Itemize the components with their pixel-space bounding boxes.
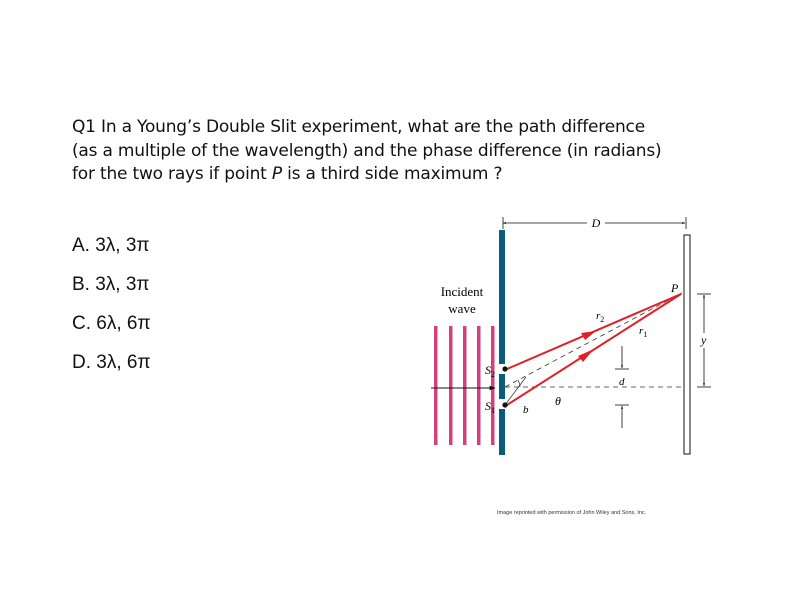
ray-r1: [507, 294, 681, 405]
barrier-top: [499, 230, 505, 364]
option-a[interactable]: A. 3λ, 3π: [72, 235, 150, 256]
ray-r1-arrowhead: [578, 349, 594, 362]
wavefront-line: [463, 326, 467, 445]
slit-s2-dot: [502, 366, 507, 371]
option-d[interactable]: D. 3λ, 6π: [72, 352, 151, 373]
r1-label: $r_1$: [639, 325, 648, 339]
question-line-2: (as a multiple of the wavelength) and the phase difference (in radians): [72, 140, 662, 161]
y-label: y: [701, 333, 707, 347]
slit-s1-label: $S_1$: [485, 399, 495, 415]
question-line-3-start: for the two rays if point: [72, 164, 272, 184]
question-text: [72, 116, 722, 187]
r2-label: $r_2$: [596, 310, 605, 324]
center-line-to-p: [505, 293, 682, 387]
slit-s2-label: $S_2$: [485, 363, 495, 379]
wavefront-line: [449, 326, 453, 445]
slit-barrier: [499, 230, 505, 455]
answer-options: [72, 233, 151, 389]
slit-s1-dot: [502, 402, 507, 407]
point-p-label: P: [671, 281, 679, 295]
option-c[interactable]: C. 6λ, 6π: [72, 313, 151, 334]
wavefront-line: [434, 326, 438, 445]
wavefront-line: [477, 326, 481, 445]
d-distance-label: D: [591, 216, 601, 230]
b-label: b: [523, 404, 529, 416]
light-rays: [507, 294, 681, 405]
barrier-middle: [499, 374, 505, 399]
theta-label: θ: [555, 394, 561, 408]
image-credit: Image reprinted with permission of John Wiley and Sons, Inc.: [497, 510, 647, 516]
question-line-1: Q1 In a Young’s Double Slit experiment, what are the path difference: [72, 117, 645, 137]
wavefront-line: [491, 326, 495, 445]
barrier-bottom: [499, 409, 505, 455]
ray-r2-arrowhead: [581, 331, 596, 340]
option-b[interactable]: B. 3λ, 3π: [72, 274, 150, 295]
wavefronts: [434, 326, 495, 445]
screen: [684, 235, 690, 454]
question-line-3: [72, 163, 722, 187]
double-slit-diagram: [425, 208, 725, 463]
question-line-3-end: is a third side maximum ?: [281, 164, 503, 184]
incident-label: Incident: [440, 284, 484, 299]
wave-label: wave: [448, 301, 476, 316]
point-p-variable: P: [271, 164, 282, 184]
d-slit-separation-label: d: [619, 376, 625, 388]
